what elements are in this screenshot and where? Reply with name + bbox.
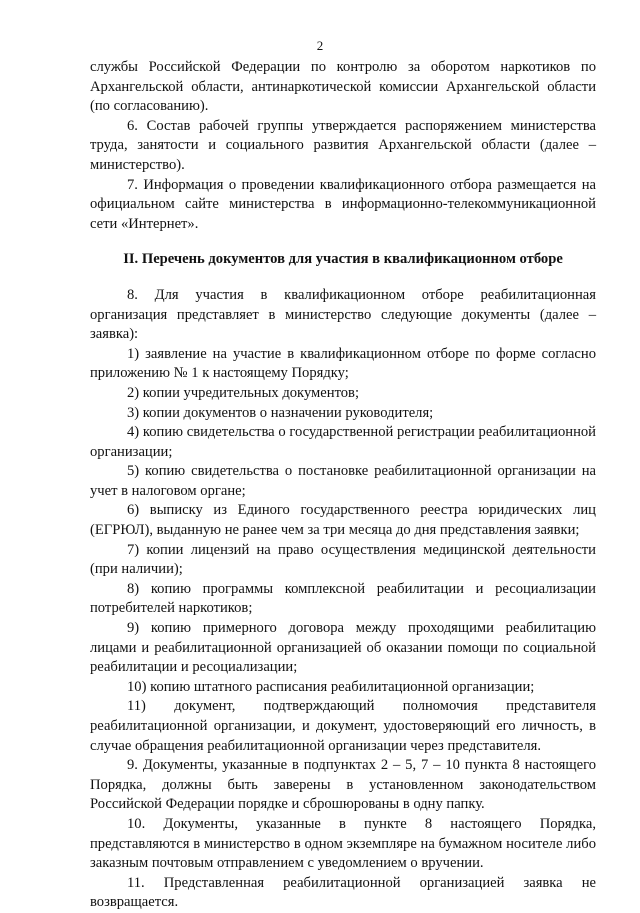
- list-item-10: 10) копию штатного расписания реабилитационной организации;: [127, 678, 535, 695]
- document-body: [90, 58, 596, 913]
- page-number: 2: [316, 38, 324, 53]
- paragraph-10: 10. Документы, указанные в пункте 8 настоящего Порядка, представляются в министерство в одном экземпляре на бумажном носителе либо заказным почтовым отправлением с уведомлением о вручении.: [90, 815, 596, 872]
- list-item-8: 8) копию программы комплексной реабилитации и ресоциализации потребителей наркотиков;: [90, 580, 596, 617]
- list-item-2: 2) копии учредительных документов;: [127, 384, 359, 401]
- paragraph-7: 7. Информация о проведении квалификационного отбора размещается на официальном сайте министерства в информационно-телекоммуникационной сети «Интернет».: [90, 176, 596, 232]
- list-item-7: 7) копии лицензий на право осуществления медицинской деятельности (при наличии);: [90, 541, 596, 578]
- list-item-5: 5) копию свидетельства о постановке реабилитационной организации на учет в налоговом органе;: [90, 463, 596, 499]
- list-item-11: 11) документ, подтверждающий полномочия представителя реабилитационной организации, и документ, удостоверяющий его личность, в случае обращения реабилитационной организации через представителя.: [90, 698, 596, 754]
- list-item-9: 9) копию примерного договора между проходящими реабилитацию лицами и реабилитационной организацией об оказании помощи по социальной реабилитации и ресоциализации;: [90, 620, 596, 676]
- section-heading: II. Перечень документов для участия в квалификационном отборе: [123, 251, 563, 268]
- paragraph-11: 11. Представленная реабилитационной организацией заявка не возвращается.: [90, 874, 596, 911]
- list-item-6: 6) выписку из Единого государственного реестра юридических лиц (ЕГРЮЛ), выданную не ранее чем за три месяца до дня представления заявки;: [90, 502, 596, 539]
- paragraph-6: 6. Состав рабочей группы утверждается распоряжением министерства труда, занятости и социального развития Архангельской области (далее – министерство).: [90, 117, 596, 173]
- list-item-3: 3) копии документов о назначении руководителя;: [127, 404, 434, 421]
- paragraph-continuation: службы Российской Федерации по контролю за оборотом наркотиков по Архангельской области, антинаркотической комиссии Архангельской области (по согласованию).: [90, 59, 596, 115]
- paragraph-9: 9. Документы, указанные в подпунктах 2 – 5, 7 – 10 пункта 8 настоящего Порядка, должны быть заверены в установленном законодательством Российской Федерации порядке и сброшюрованы в одну папку.: [90, 757, 596, 813]
- list-item-4: 4) копию свидетельства о государственной регистрации реабилитационной организации;: [90, 424, 596, 460]
- paragraph-8: 8. Для участия в квалификационном отборе реабилитационная организация представляет в министерство следующие документы (далее – заявка):: [90, 286, 596, 343]
- list-item-1: 1) заявление на участие в квалификационном отборе по форме согласно приложению № 1 к настоящему Порядку;: [90, 345, 596, 382]
